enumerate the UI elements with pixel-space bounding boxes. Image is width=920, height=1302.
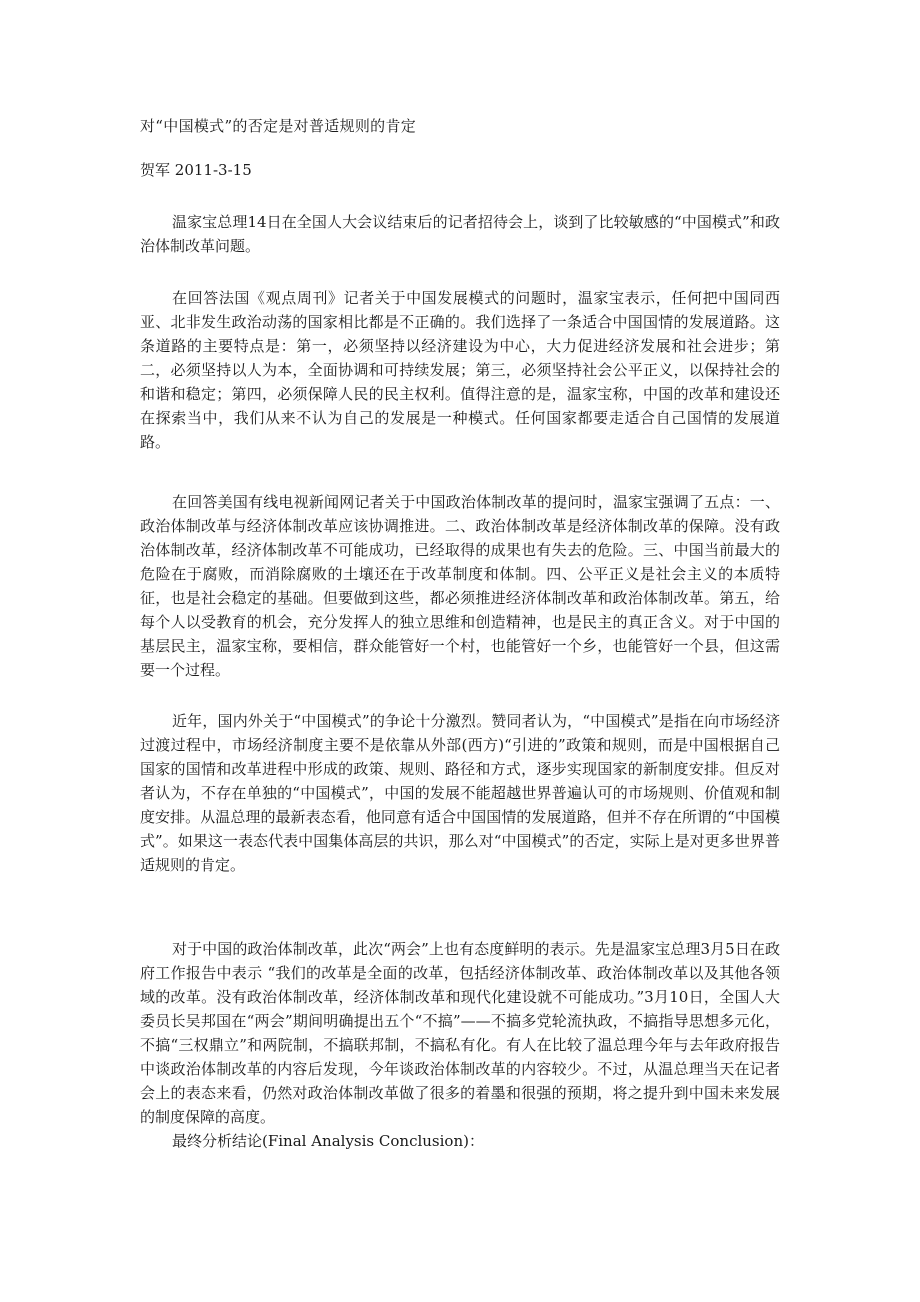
paragraph-5: 对于中国的政治体制改革，此次“两会”上也有态度鲜明的表示。先是温家宝总理3月5日在政府工作报告中表示 “我们的改革是全面的改革，包括经济体制改革、政治体制改革以及其他各领域的改革。没有政治体制改革，经济体制改革和现代化建设就不可能成功。”3月10日，全国人大委员长吴邦国在“两会”期间明确提出五个“不搞”——不搞多党轮流执政，不搞指导思想多元化，不搞“三权鼎立”和两院制，不搞联邦制，不搞私有化。有人在比较了温总理今年与去年政府报告中谈政治体制改革的内容后发现，今年谈政治体制改革的内容较少。不过，从温总理当天在记者会上的表态来看，仍然对政治体制改革做了很多的着墨和很强的预期，将之提升到中国未来发展的制度保障的高度。 bbox=[140, 940, 780, 1126]
paragraph-3: 在回答美国有线电视新闻网记者关于中国政治体制改革的提问时，温家宝强调了五点：一、政治体制改革与经济体制改革应该协调推进。二、政治体制改革是经济体制改革的保障。没有政治体制改革，经济体制改革不可能成功，已经取得的成果也有失去的危险。三、中国当前最大的危险在于腐败，而消除腐败的土壤还在于改革制度和体制。四、公平正义是社会主义的本质特征，也是社会稳定的基础。但要做到这些，都必须推进经济体制改革和政治体制改革。第五，给每个人以受教育的机会，充分发挥人的独立思维和创造精神，也是民主的真正含义。对于中国的基层民主，温家宝称，要相信，群众能管好一个村，也能管好一个乡，也能管好一个县，但这需要一个过程。 bbox=[140, 493, 780, 679]
paragraph-2: 在回答法国《观点周刊》记者关于中国发展模式的问题时，温家宝表示，任何把中国同西亚、北非发生政治动荡的国家相比都是不正确的。我们选择了一条适合中国国情的发展道路。这条道路的主要特点是：第一，必须坚持以经济建设为中心，大力促进经济发展和社会进步；第二，必须坚持以人为本，全面协调和可持续发展；第三，必须坚持社会公平正义，以保持社会的和谐和稳定；第四，必须保障人民的民主权利。值得注意的是，温家宝称，中国的改革和建设还在探索当中，我们从来不认为自己的发展是一种模式。任何国家都要走适合自己国情的发展道路。 bbox=[140, 289, 780, 451]
author: 贺军 bbox=[140, 161, 171, 179]
paragraph-4: 近年，国内外关于“中国模式”的争论十分激烈。赞同者认为，“中国模式”是指在向市场经济过渡过程中，市场经济制度主要不是依靠从外部(西方)“引进的”政策和规则，而是中国根据自己国家的国情和改革进程中形成的政策、规则、路径和方式，逐步实现国家的新制度安排。但反对者认为，不存在单独的“中国模式”，中国的发展不能超越世界普遍认可的市场规则、价值观和制度安排。从温总理的最新表态看，他同意有适合中国国情的发展道路，但并不存在所谓的“中国模式”。如果这一表态代表中国集体高层的共识，那么对“中国模式”的否定，实际上是对更多世界普适规则的肯定。 bbox=[140, 712, 780, 874]
conclusion-heading: 最终分析结论(Final Analysis Conclusion)： bbox=[172, 1132, 484, 1150]
publish-date: 2011-3-15 bbox=[174, 161, 252, 179]
paragraph-1: 温家宝总理14日在全国人大会议结束后的记者招待会上，谈到了比较敏感的“中国模式”和政治体制改革问题。 bbox=[140, 213, 780, 255]
article-title: 对“中国模式”的否定是对普适规则的肯定 bbox=[140, 117, 417, 135]
byline bbox=[140, 159, 252, 181]
